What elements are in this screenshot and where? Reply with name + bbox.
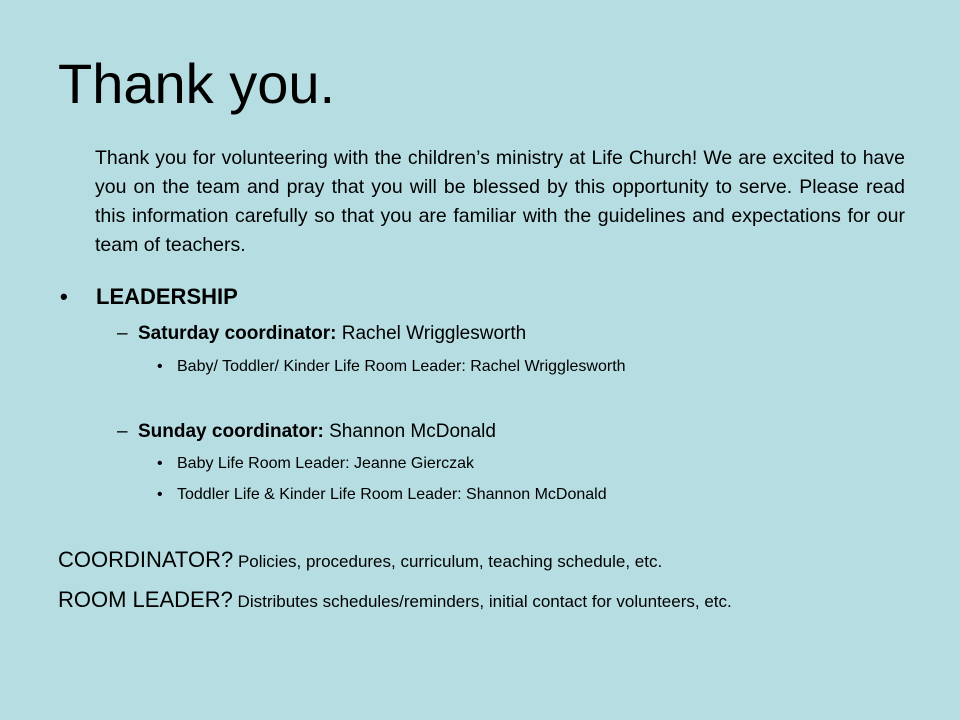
intro-paragraph: Thank you for volunteering with the children’s ministry at Life Church! We are excited to have you on the team and pray that you will be blessed by this opportunity to serve. Please read this information carefully so that you are familiar with the guidelines and expectations for our team of teachers. — [95, 147, 905, 256]
saturday-room-leader-text: Baby/ Toddler/ Kinder Life Room Leader: Rachel Wrigglesworth — [177, 358, 626, 375]
room-leader-description: Distributes schedules/reminders, initial contact for volunteers, etc. — [232, 592, 732, 611]
saturday-coordinator-label: Saturday coordinator: — [138, 323, 337, 344]
coordinator-term: COORDINATOR? — [58, 547, 234, 572]
room-leader-term: ROOM LEADER? — [58, 587, 233, 612]
sunday-coordinator-label: Sunday coordinator: — [138, 421, 324, 442]
room-leader-definition — [58, 587, 732, 613]
leadership-heading-text: LEADERSHIP — [96, 284, 238, 309]
sunday-room-leader-toddler-text: Toddler Life & Kinder Life Room Leader: Shannon McDonald — [177, 486, 607, 503]
sunday-coordinator-name: Shannon McDonald — [323, 421, 496, 442]
coordinator-definition — [58, 547, 662, 573]
saturday-coordinator-name: Rachel Wrigglesworth — [336, 323, 527, 344]
saturday-coordinator — [117, 323, 526, 345]
sunday-room-leader-toddler — [157, 486, 607, 504]
bullet-icon: • — [60, 284, 68, 309]
sunday-coordinator — [117, 421, 496, 443]
dash-icon: – — [117, 323, 128, 344]
leadership-heading — [60, 284, 238, 310]
sunday-room-leader-baby-text: Baby Life Room Leader: Jeanne Gierczak — [177, 455, 475, 472]
dash-icon: – — [117, 421, 128, 442]
sunday-room-leader-baby — [157, 455, 474, 473]
coordinator-description: Policies, procedures, curriculum, teaching schedule, etc. — [233, 552, 663, 571]
bullet-icon: • — [157, 486, 163, 503]
saturday-room-leader — [157, 358, 626, 376]
bullet-icon: • — [157, 455, 163, 472]
bullet-icon: • — [157, 358, 163, 375]
slide-title: Thank you. — [58, 52, 336, 115]
